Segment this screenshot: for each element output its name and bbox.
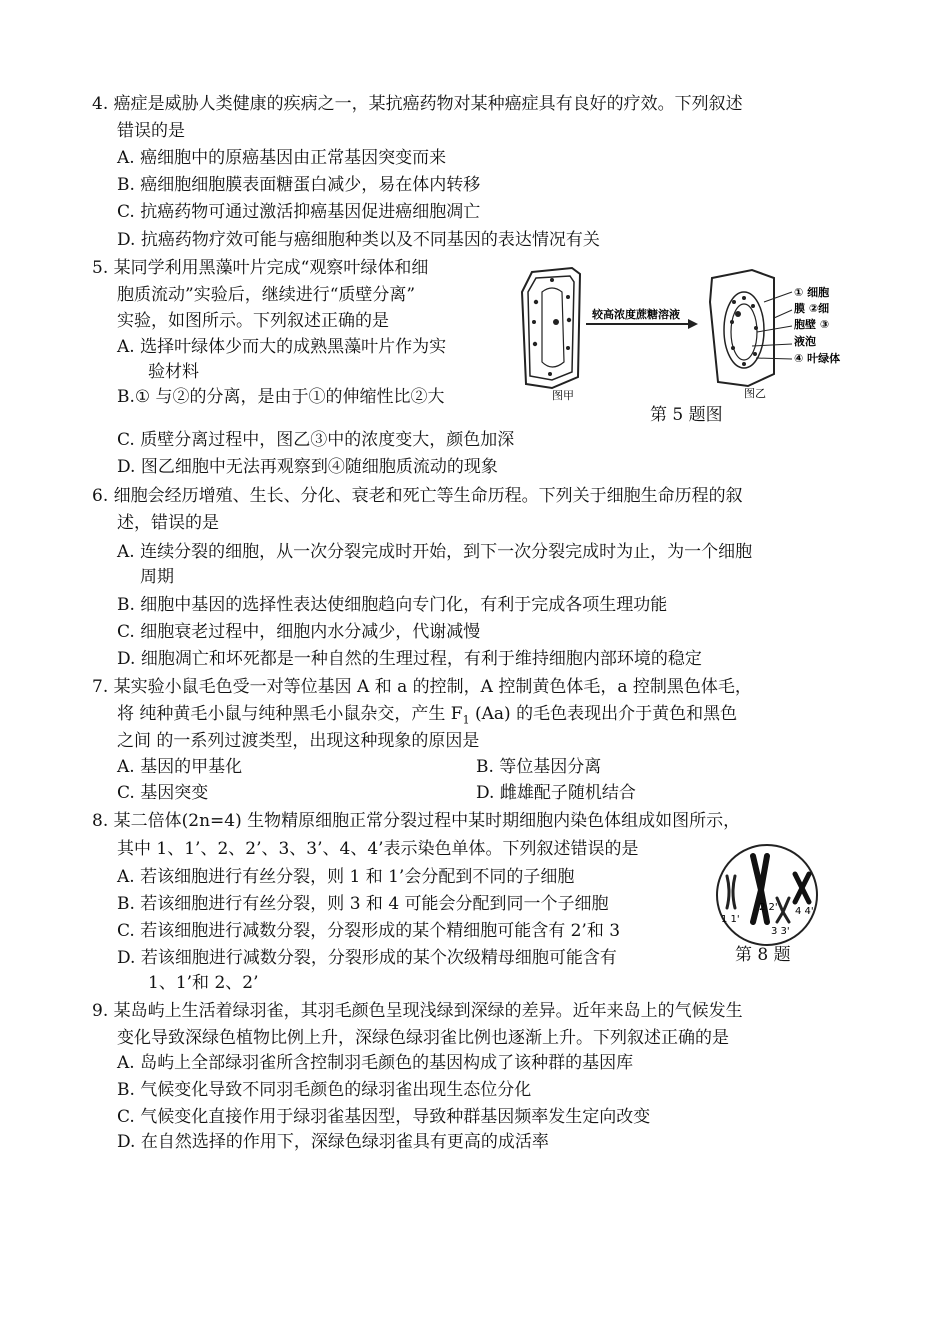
q8-option-a: A. 若该细胞进行有丝分裂，则 1 和 1’会分配到不同的子细胞 [117,867,575,887]
q6-option-a-line2: 周期 [140,567,174,587]
q8-label-2: 2 2' [759,902,778,913]
q4-option-c: C. 抗癌药物可通过激活抑癌基因促进癌细胞凋亡 [117,202,481,222]
q5-label-jia: 图甲 [552,389,574,402]
q9-stem-line2: 变化导致深绿色植物比例上升，深绿色绿羽雀比例也逐渐上升。下列叙述正确的是 [117,1028,729,1048]
cell-yi [710,270,792,386]
q5-option-b: B.① 与②的分离，是由于①的伸缩性比②大 [117,387,445,407]
q7-option-c: C. 基因突变 [117,783,209,803]
q8-stem-line1: 8. 某二倍体(2n=4) 生物精原细胞正常分裂过程中某时期细胞内染色体组成如图所示， [92,811,741,831]
q5-label-2: 膜 ②细 [794,302,830,315]
q8-option-b: B. 若该细胞进行有丝分裂，则 3 和 4 可能会分配到同一个子细胞 [117,894,609,914]
q9-stem-line1: 9. 某岛屿上生活着绿羽雀，其羽毛颜色呈现浅绿到深绿的差异。近年来岛上的气候发生 [92,1001,743,1021]
q8-label-3: 3 3' [771,926,790,937]
q8-option-d-line1: D. 若该细胞进行减数分裂，分裂形成的某个次级精母细胞可能含有 [117,948,617,968]
q5-stem-line2: 胞质流动”实验后，继续进行“质壁分离” [117,285,416,305]
q8-stem-line2: 其中 1、1’、2、2’、3、3’、4、4’表示染色单体。下列叙述错误的是 [117,839,639,859]
q6-option-b: B. 细胞中基因的选择性表达使细胞趋向专门化，有利于完成各项生理功能 [117,595,668,615]
q7-stem-line1: 7. 某实验小鼠毛色受一对等位基因 A 和 a 的控制，A 控制黄色体毛，a 控制黑色体毛， [92,677,752,697]
q9-option-a: A. 岛屿上全部绿羽雀所含控制羽毛颜色的基因构成了该种群的基因库 [117,1053,634,1073]
q5-option-a-line1: A. 选择叶绿体少而大的成熟黑藻叶片作为实 [117,337,447,357]
q5-arrow-label: 较高浓度蔗糖溶液 [592,308,680,321]
q6-option-c: C. 细胞衰老过程中，细胞内水分减少，代谢减慢 [117,622,481,642]
q9-option-b: B. 气候变化导致不同羽毛颜色的绿羽雀出现生态位分化 [117,1080,532,1100]
q5-stem-line3: 实验，如图所示。下列叙述正确的是 [117,311,389,331]
q9-option-c: C. 气候变化直接作用于绿羽雀基因型，导致种群基因频率发生定向改变 [117,1107,651,1127]
q6-stem-line1: 6. 细胞会经历增殖、生长、分化、衰老和死亡等生命历程。下列关于细胞生命历程的叙 [92,486,743,506]
q5-option-c: C. 质壁分离过程中，图乙③中的浓度变大，颜色加深 [117,430,515,450]
q7-stem-line2 [117,703,737,731]
cell-jia [522,268,580,388]
q4-option-a: A. 癌细胞中的原癌基因由正常基因突变而来 [117,148,447,168]
q5-figure [512,262,852,412]
q8-option-d-line2: 1、1’和 2、2’ [148,973,259,993]
q9-option-d: D. 在自然选择的作用下，深绿色绿羽雀具有更高的成活率 [117,1132,549,1152]
q5-figure-caption: 第 5 题图 [650,405,723,425]
q4-option-b: B. 癌细胞细胞膜表面糖蛋白减少，易在体内转移 [117,175,481,195]
q4-option-d: D. 抗癌药物疗效可能与癌细胞种类以及不同基因的表达情况有关 [117,230,600,250]
q5-label-5: ④ 叶绿体 [794,352,841,365]
q6-stem-line2: 述，错误的是 [117,513,219,533]
q7-option-d: D. 雌雄配子随机结合 [476,783,636,803]
q4-stem-line1: 4. 癌症是威胁人类健康的疾病之一，某抗癌药物对某种癌症具有良好的疗效。下列叙述 [92,94,743,114]
q8-label-1: 1 1' [721,914,740,925]
q8-option-c: C. 若该细胞进行减数分裂，分裂形成的某个精细胞可能含有 2’和 3 [117,921,621,941]
q7-stem-line2-part2: (Aa) 的毛色表现出介于黄色和黑色 [469,704,738,724]
q8-label-4: 4 4' [795,906,814,917]
q5-label-yi: 图乙 [744,387,766,400]
q4-stem-line2: 错误的是 [117,121,185,141]
q5-stem-line1: 5. 某同学利用黑藻叶片完成“观察叶绿体和细 [92,258,429,278]
chromosome-3 [777,898,789,922]
q7-option-b: B. 等位基因分离 [476,757,602,777]
q7-stem-line3: 之间 的一系列过渡类型，出现这种现象的原因是 [117,731,480,751]
q6-option-a-line1: A. 连续分裂的细胞，从一次分裂完成时开始，到下一次分裂完成时为止，为一个细胞 [117,542,753,562]
q5-option-a-line2: 验材料 [148,362,199,382]
q8-figure-caption: 第 8 题 [735,945,791,965]
q5-label-4: 液泡 [794,335,816,348]
q5-label-3: 胞壁 ③ [794,318,830,331]
q6-option-d: D. 细胞凋亡和坏死都是一种自然的生理过程，有利于维持细胞内部环境的稳定 [117,649,702,669]
q7-stem-line2-part1: 将 纯种黄毛小鼠与纯种黑毛小鼠杂交，产生 F [117,704,463,724]
q5-label-1: ① 细胞 [794,286,830,299]
q7-option-a: A. 基因的甲基化 [117,757,243,777]
q8-figure [707,840,827,950]
chromosome-1 [727,876,735,908]
chromosome-4 [795,874,809,902]
q7-f1-subscript: 1 [462,713,470,727]
q5-option-d: D. 图乙细胞中无法再观察到④随细胞质流动的现象 [117,457,498,477]
